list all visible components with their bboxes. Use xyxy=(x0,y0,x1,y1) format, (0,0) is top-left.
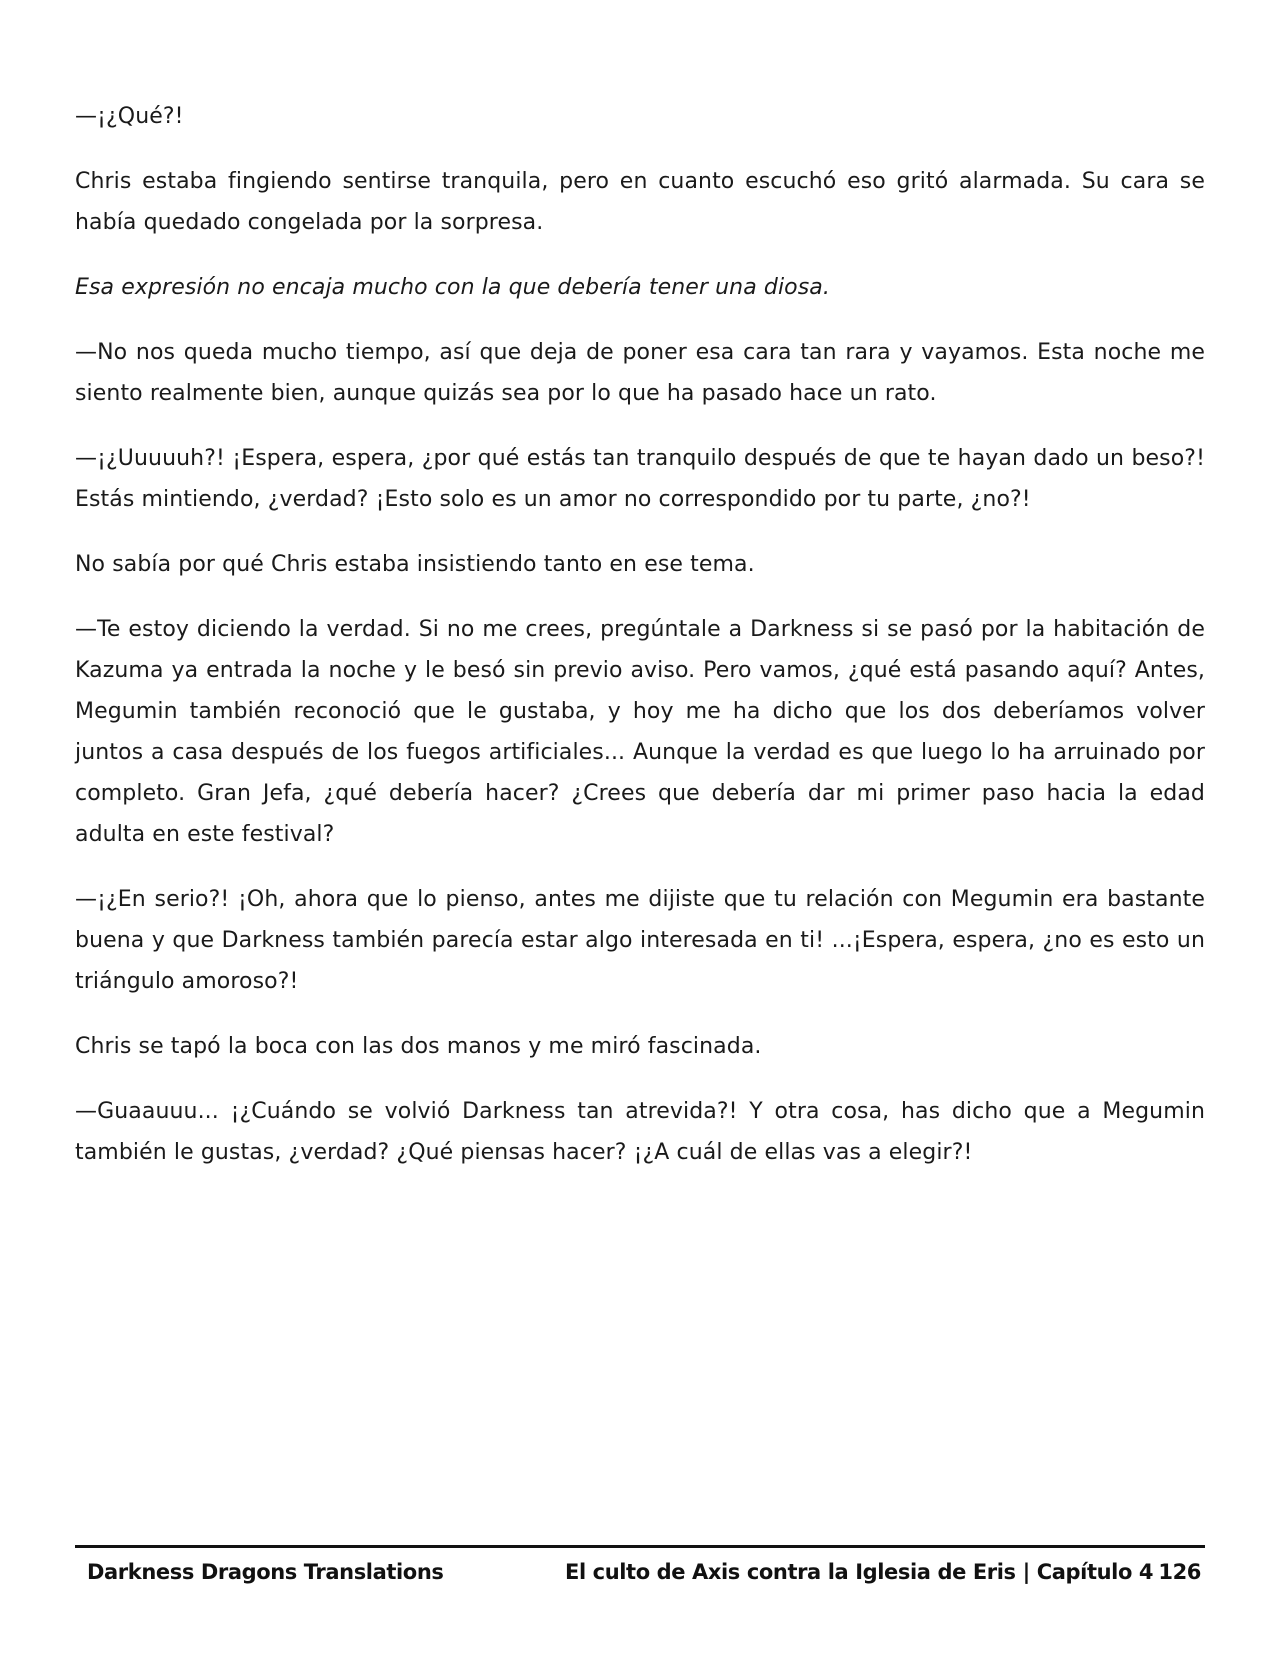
paragraph: —¡¿En serio?! ¡Oh, ahora que lo pienso, antes me dijiste que tu relación con Megumin era bastante buena y que Darkness también parecía estar algo interesada en ti! ...¡Espera, espera, ¿no es esto un triángulo amoroso?! xyxy=(75,887,1205,994)
paragraph: No sabía por qué Chris estaba insistiendo tanto en ese tema. xyxy=(75,552,755,577)
paragraph: —No nos queda mucho tiempo, así que deja de poner esa cara tan rara y vayamos. Esta noche me siento realmente bien, aunque quizás sea por lo que ha pasado hace un rato. xyxy=(75,340,1205,406)
page-footer xyxy=(75,1545,1205,1608)
paragraph: Chris estaba fingiendo sentirse tranquila, pero en cuanto escuchó eso gritó alarmada. Su cara se había quedado congelada por la sorpresa. xyxy=(75,169,1205,235)
paragraph-italic-thought: Esa expresión no encaja mucho con la que debería tener una diosa. xyxy=(75,275,830,300)
page-body xyxy=(75,96,1205,1197)
paragraph: —Guaauuu... ¡¿Cuándo se volvió Darkness tan atrevida?! Y otra cosa, has dicho que a Megumin también le gustas, ¿verdad? ¿Qué piensas hacer? ¡¿A cuál de ellas vas a elegir?! xyxy=(75,1099,1205,1165)
paragraph: —Te estoy diciendo la verdad. Si no me crees, pregúntale a Darkness si se pasó por la habitación de Kazuma ya entrada la noche y le besó sin previo aviso. Pero vamos, ¿qué está pasando aquí? Antes, Megumin también reconoció que le gustaba, y hoy me ha dicho que los dos deberíamos volver juntos a casa después de los fuegos artificiales... Aunque la verdad es que luego lo ha arruinado por completo. Gran Jefa, ¿qué debería hacer? ¿Crees que debería dar mi primer paso hacia la edad adulta en este festival? xyxy=(75,617,1205,847)
footer-translator-name: Darkness Dragons Translations xyxy=(87,1560,444,1584)
page-number: 126 xyxy=(1158,1560,1201,1584)
footer-chapter-title: El culto de Axis contra la Iglesia de Eris | Capítulo 4 xyxy=(565,1560,1154,1584)
paragraph: —¡¿Qué?! xyxy=(75,104,184,129)
paragraph: Chris se tapó la boca con las dos manos y me miró fascinada. xyxy=(75,1034,762,1059)
paragraph: —¡¿Uuuuuh?! ¡Espera, espera, ¿por qué estás tan tranquilo después de que te hayan dado un beso?! Estás mintiendo, ¿verdad? ¡Esto solo es un amor no correspondido por tu parte, ¿no?! xyxy=(75,446,1205,512)
